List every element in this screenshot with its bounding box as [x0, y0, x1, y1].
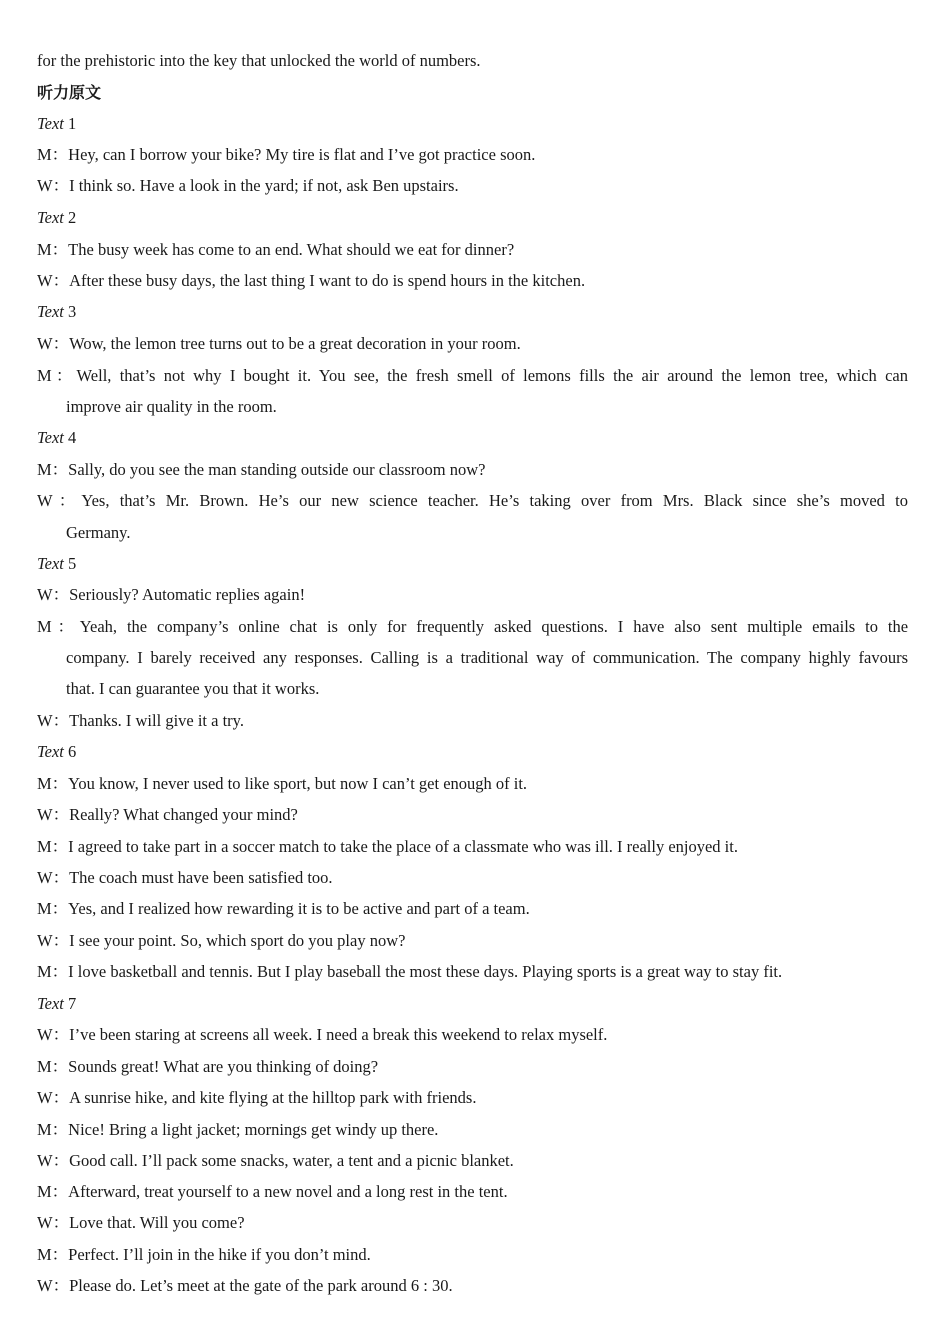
speaker-label: M： [37, 962, 69, 981]
section-heading: 听力原文 [37, 83, 102, 102]
intro-line: for the prehistoric into the key that unlocked the world of numbers. [37, 51, 481, 70]
utterance: Love that. Will you come? [69, 1213, 245, 1232]
utterance: Really? What changed your mind? [69, 805, 298, 824]
text-label-word: Text [37, 302, 64, 321]
utterance: After these busy days, the last thing I want to do is spend hours in the kitchen. [69, 271, 586, 290]
text-label-number: 5 [68, 554, 77, 573]
speaker-label: M： [37, 837, 69, 856]
speaker-label: M： [37, 774, 69, 793]
text-label-number: 6 [68, 742, 77, 761]
text-label-word: Text [37, 114, 64, 133]
text-label-word: Text [37, 554, 64, 573]
text-label-word: Text [37, 742, 64, 761]
dialogue-line [37, 711, 244, 731]
utterance: Yes, and I realized how rewarding it is to be active and part of a team. [68, 899, 530, 918]
speaker-label: W： [37, 1025, 70, 1044]
speaker-label: M： [37, 1120, 69, 1139]
speaker-label: M： [37, 1057, 69, 1076]
utterance: Hey, can I borrow your bike? My tire is flat and I’ve got practice soon. [68, 145, 536, 164]
speaker-label: M： [37, 366, 77, 385]
dialogue-line [37, 1025, 607, 1045]
utterance: Seriously? Automatic replies again! [69, 585, 306, 604]
utterance: Germany. [66, 523, 131, 542]
text-label-word: Text [37, 428, 64, 447]
speaker-label: W： [37, 585, 70, 604]
speaker-label: M： [37, 1245, 69, 1264]
utterance: The busy week has come to an end. What should we eat for dinner? [68, 240, 515, 259]
speaker-label: W： [37, 1151, 70, 1170]
dialogue-line [37, 617, 908, 637]
dialogue-line [37, 1182, 508, 1202]
utterance: improve air quality in the room. [66, 397, 277, 416]
utterance: Perfect. I’ll join in the hike if you don’t mind. [68, 1245, 371, 1264]
utterance: I agreed to take part in a soccer match to take the place of a classmate who was ill. I really enjoyed it. [68, 837, 738, 856]
utterance: The coach must have been satisfied too. [69, 868, 333, 887]
dialogue-line [37, 460, 486, 480]
utterance: I think so. Have a look in the yard; if not, ask Ben upstairs. [69, 176, 459, 195]
utterance: that. I can guarantee you that it works. [66, 679, 320, 698]
speaker-label: W： [37, 334, 70, 353]
text-6-label [37, 742, 76, 762]
speaker-label: W： [37, 931, 70, 950]
utterance: Well, that’s not why I bought it. You see, the fresh smell of lemons fills the air around the lemon tree, which can [76, 366, 909, 385]
speaker-label: W： [37, 868, 70, 887]
dialogue-line [37, 1120, 438, 1140]
dialogue-continuation [66, 679, 319, 699]
dialogue-continuation [66, 397, 277, 417]
speaker-label: W： [37, 711, 70, 730]
text-label-number: 2 [68, 208, 77, 227]
speaker-label: W： [37, 491, 82, 510]
dialogue-line [37, 176, 459, 196]
dialogue-line [37, 899, 530, 919]
speaker-label: W： [37, 1276, 70, 1295]
speaker-label: W： [37, 271, 70, 290]
dialogue-line [37, 1276, 453, 1296]
text-label-word: Text [37, 208, 64, 227]
dialogue-line [37, 271, 585, 291]
dialogue-line [37, 1245, 371, 1265]
utterance: company. I barely received any responses. Calling is a traditional way of communication. The company highly favours [66, 648, 908, 667]
dialogue-line [37, 1088, 476, 1108]
dialogue-line [37, 1151, 514, 1171]
text-3-label [37, 302, 76, 322]
speaker-label: W： [37, 176, 70, 195]
dialogue-line [37, 868, 333, 888]
text-label-number: 1 [68, 114, 77, 133]
utterance: Good call. I’ll pack some snacks, water, a tent and a picnic blanket. [69, 1151, 514, 1170]
speaker-label: W： [37, 1088, 70, 1107]
utterance: Sally, do you see the man standing outside our classroom now? [68, 460, 486, 479]
text-5-label [37, 554, 76, 574]
text-4-label [37, 428, 76, 448]
dialogue-line [37, 837, 738, 857]
utterance: Please do. Let’s meet at the gate of the park around 6 : 30. [69, 1276, 453, 1295]
utterance: Yes, that’s Mr. Brown. He’s our new science teacher. He’s taking over from Mrs. Black since she’s moved to [81, 491, 908, 510]
dialogue-line [37, 240, 514, 260]
utterance: Yeah, the company’s online chat is only for frequently asked questions. I have also sent multiple emails to the [79, 617, 909, 636]
speaker-label: M： [37, 240, 69, 259]
dialogue-continuation [66, 523, 130, 543]
dialogue-line [37, 962, 782, 982]
utterance: Wow, the lemon tree turns out to be a great decoration in your room. [69, 334, 521, 353]
speaker-label: W： [37, 805, 70, 824]
dialogue-line [37, 931, 405, 951]
dialogue-line [37, 585, 305, 605]
text-label-number: 7 [68, 994, 77, 1013]
speaker-label: M： [37, 145, 69, 164]
utterance: Nice! Bring a light jacket; mornings get windy up there. [68, 1120, 439, 1139]
text-7-label [37, 994, 76, 1014]
speaker-label: M： [37, 1182, 69, 1201]
utterance: Thanks. I will give it a try. [69, 711, 244, 730]
utterance: I see your point. So, which sport do you play now? [69, 931, 406, 950]
utterance: Afterward, treat yourself to a new novel and a long rest in the tent. [68, 1182, 508, 1201]
text-label-number: 3 [68, 302, 77, 321]
speaker-label: M： [37, 460, 69, 479]
dialogue-line [37, 774, 527, 794]
speaker-label: M： [37, 617, 80, 636]
dialogue-line [37, 145, 535, 165]
dialogue-continuation [66, 648, 908, 668]
text-label-number: 4 [68, 428, 77, 447]
dialogue-line [37, 491, 908, 511]
utterance: I’ve been staring at screens all week. I need a break this weekend to relax myself. [69, 1025, 608, 1044]
speaker-label: M： [37, 899, 69, 918]
text-1-label [37, 114, 76, 134]
dialogue-line [37, 366, 908, 386]
utterance: Sounds great! What are you thinking of doing? [68, 1057, 379, 1076]
dialogue-line [37, 334, 521, 354]
dialogue-line [37, 1213, 245, 1233]
dialogue-line [37, 805, 298, 825]
text-label-word: Text [37, 994, 64, 1013]
utterance: A sunrise hike, and kite flying at the hilltop park with friends. [69, 1088, 477, 1107]
speaker-label: W： [37, 1213, 70, 1232]
utterance: You know, I never used to like sport, but now I can’t get enough of it. [68, 774, 528, 793]
dialogue-line [37, 1057, 378, 1077]
text-2-label [37, 208, 76, 228]
utterance: I love basketball and tennis. But I play baseball the most these days. Playing sports is a great way to stay fit. [68, 962, 783, 981]
